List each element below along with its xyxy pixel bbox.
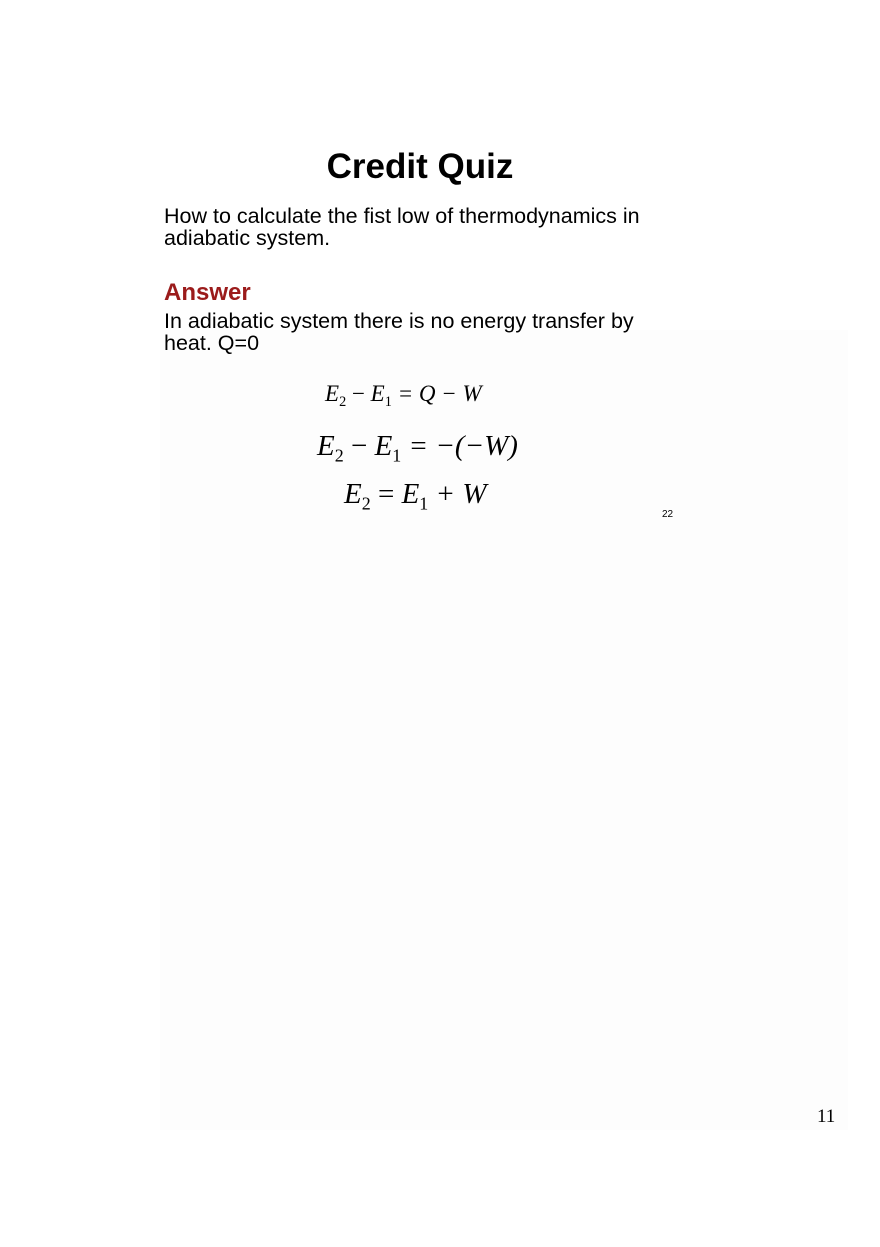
page-number: 11: [817, 1106, 836, 1127]
slide-number: 22: [662, 509, 674, 520]
equation-result: $E_2 = E_1 + W$: [344, 478, 487, 514]
answer-text: In adiabatic system there is no energy transfer by heat. Q=0: [164, 309, 634, 355]
page-title: Credit Quiz: [326, 147, 514, 186]
answer-heading: Answer: [164, 279, 251, 306]
equation-substituted: $E_2 - E_1 = -(-W)$: [317, 430, 518, 466]
equation-first-law: $E_2 - E_1 = Q - W$: [325, 381, 482, 410]
question-text: How to calculate the fist low of thermodynamics in adiabatic system.: [164, 204, 640, 250]
